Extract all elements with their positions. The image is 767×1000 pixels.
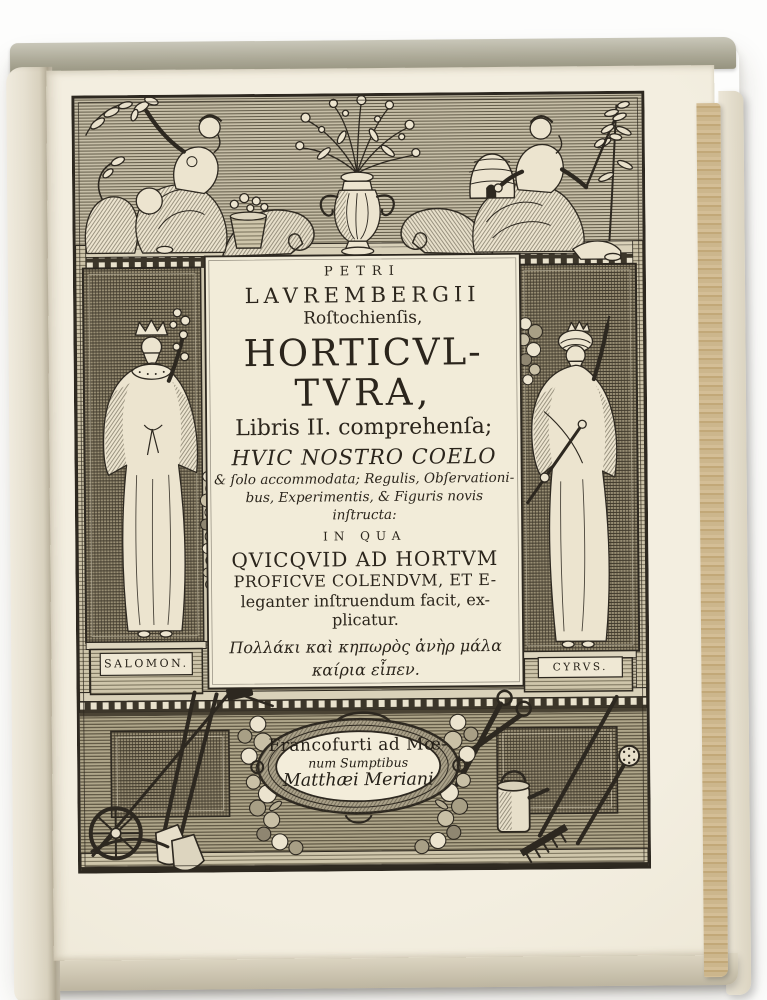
book-title-line1: HORTICVL- xyxy=(243,330,483,376)
book-title-line2: TVRA, xyxy=(294,370,433,415)
imprint-text xyxy=(261,734,455,792)
dedication-line4: inſtructa: xyxy=(332,506,397,524)
author-first-name: PETRI xyxy=(323,263,401,280)
argument-line2: PROFICVE COLENDVM, ET E- xyxy=(233,569,497,592)
imprint-place-line: Francofurti ad Mœ- xyxy=(268,734,448,756)
imprint-publisher-line: Matthæi Meriani xyxy=(282,769,434,791)
argument-line3: leganter inſtruendum facit, ex- xyxy=(240,590,491,612)
dedication-line1: HVIC NOSTRO COELO xyxy=(231,443,497,471)
greek-motto-line1: Πολλάκι καὶ κηπωρὸς ἀνὴρ μάλα xyxy=(229,635,503,658)
argument-line1: QVICQVID AD HORTVM xyxy=(231,545,499,573)
title-page xyxy=(46,65,722,961)
dedication-line2: & ſolo accommodata; Regulis, Obſervationi- xyxy=(214,469,515,489)
pedestal-label-cyrus: CYRVS. xyxy=(552,661,609,674)
pedestal-label-salomon: SALOMON. xyxy=(103,656,189,671)
title-panel xyxy=(205,254,524,689)
imprint-sumptibus-line: num Sumptibus xyxy=(308,754,409,771)
author-origin: Roſtochienſis, xyxy=(303,307,423,329)
book-subtitle: Libris II. comprehenſa; xyxy=(235,414,493,442)
author-last-name: LAVREMBERGII xyxy=(244,282,481,309)
connector-phrase: IN QUA xyxy=(322,528,407,544)
argument-line4: plicatur. xyxy=(331,609,399,630)
greek-motto-line2: καίρια εἶπεν. xyxy=(311,659,420,680)
book xyxy=(6,37,751,991)
dedication-line3: bus, Experimentis, & Figuris novis xyxy=(245,488,484,507)
